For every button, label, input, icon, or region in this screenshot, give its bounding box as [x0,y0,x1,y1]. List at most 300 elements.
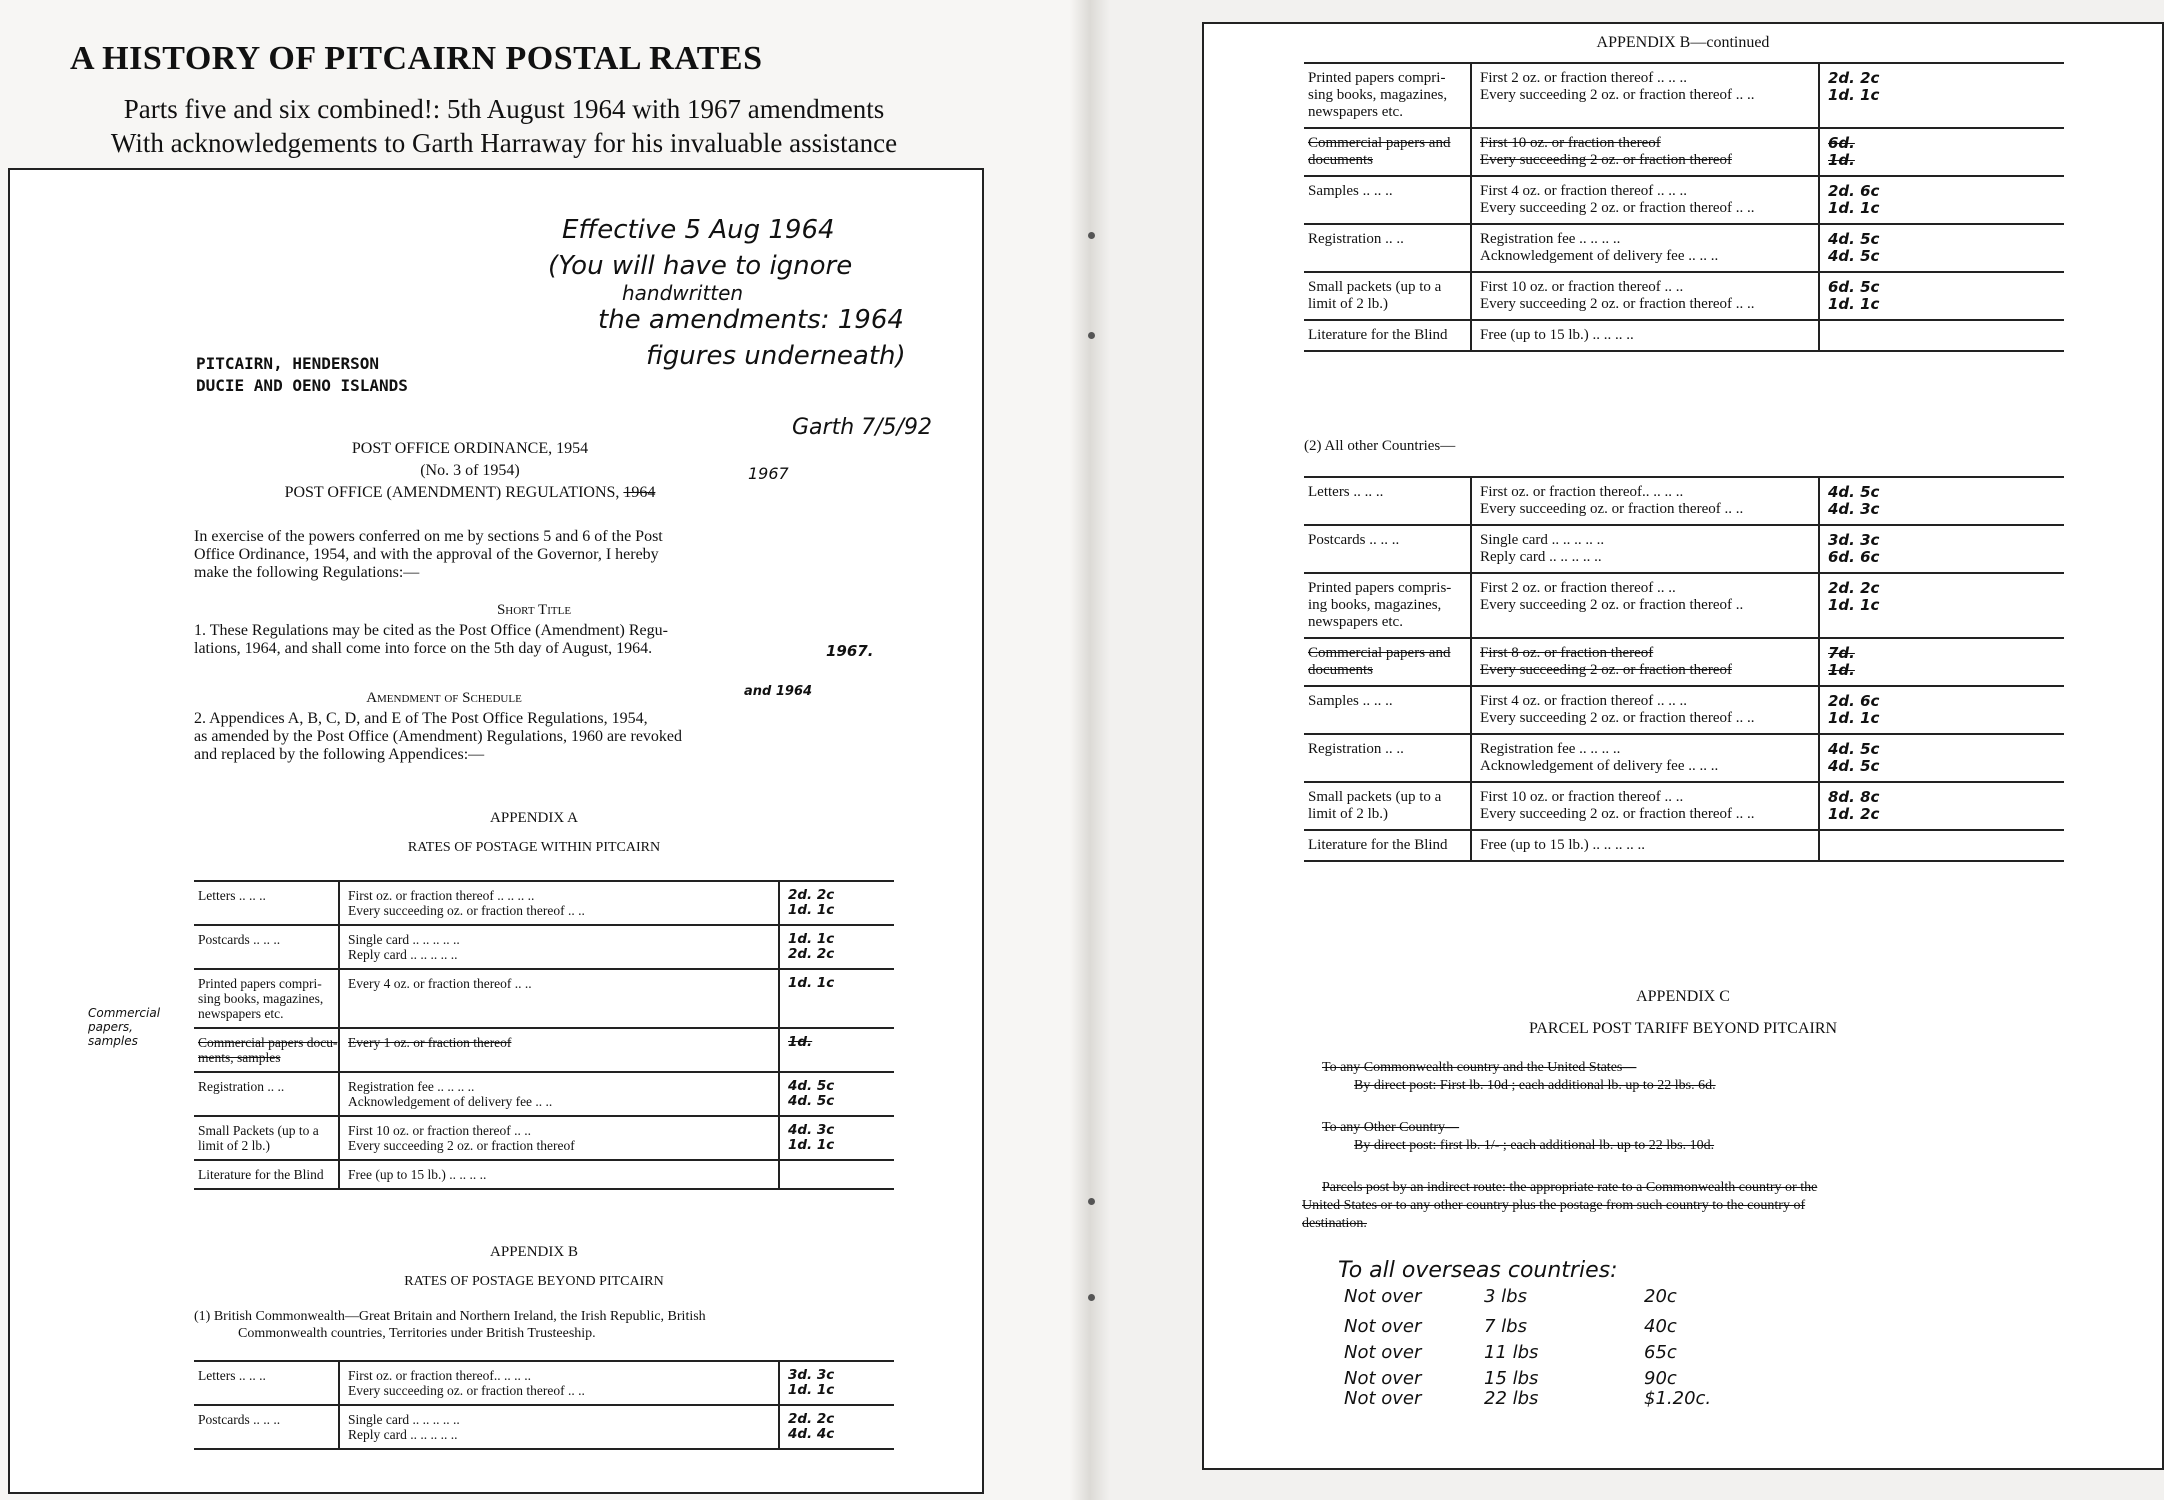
description-cell [348,1368,585,1398]
item-cell-line: Registration .. .. [1308,231,1404,247]
description-cell-line: Every succeeding 2 oz. or fraction thereof [348,1138,575,1153]
item-cell-line: Literature for the Blind [1308,837,1448,853]
appendix-continued-document [1202,22,2164,1470]
column-rule [1818,177,1820,223]
item-cell-line: ments, samples [198,1050,281,1065]
item-cell-line: limit of 2 lb.) [198,1138,270,1153]
column-rule [1470,273,1472,319]
description-cell [1480,484,1743,518]
table-row [1304,639,2064,687]
description-cell [1480,532,1604,566]
appendix-b-intro [194,1308,894,1342]
description-cell [348,1412,460,1442]
appendix-a-subheading: RATES OF POSTAGE WITHIN PITCAIRN [407,840,661,855]
description-cell [348,1123,575,1153]
description-cell-line: Every succeeding 2 oz. or fraction thereof [1480,662,1732,678]
hand-rate-weight: 7 lbs [1484,1316,1527,1337]
rate-cell [1828,135,1855,169]
column-rule [1818,64,1820,127]
column-rule [1818,687,1820,733]
column-rule [338,1362,340,1404]
struck-line: By direct post: First lb. 10d ; each additional lb. up to 22 lbs. 6d. [1354,1078,1716,1093]
description-cell [1480,183,1754,217]
item-cell-line: sing books, magazines, [198,991,324,1006]
rate-cell-line: 7d. [1828,644,1855,662]
column-rule [1470,639,1472,685]
hand-rate-label: Not over [1344,1286,1422,1307]
item-cell [1308,837,1448,854]
item-cell-line: Samples .. .. .. [1308,693,1393,709]
item-cell-line: Small packets (up to a [1308,279,1442,295]
appendix-b-table-commonwealth [194,1360,894,1450]
description-cell [1480,135,1732,169]
description-cell-line: Every succeeding 2 oz. or fraction thereof .. .. [1480,296,1755,312]
description-cell-line: Acknowledgement of delivery fee .. .. .. [1480,758,1719,774]
appendix-b-subheading: RATES OF POSTAGE BEYOND PITCAIRN [404,1274,664,1289]
struck-line: To any Other Country— [1322,1120,1460,1135]
table-row [194,882,894,926]
column-rule [338,1073,340,1115]
rate-cell-line: 4d. 5c [1828,740,1880,758]
description-cell-line: Every succeeding 2 oz. or fraction thereof .. [1480,597,1744,613]
table-row [194,926,894,970]
struck-line: By direct post: first lb. 1/- ; each additional lb. up to 22 lbs. 10d. [1354,1138,1715,1153]
table-row [1304,735,2064,783]
rate-cell-line: 6d. 5c [1828,278,1880,296]
description-cell-line: First 2 oz. or fraction thereof .. .. .. [1480,70,1688,86]
description-cell-line: Every succeeding 2 oz. or fraction thereof .. .. [1480,200,1755,216]
item-cell [1308,580,1451,631]
hand-rate-label: Not over [1344,1316,1422,1337]
item-cell-line: Printed papers compris- [1308,580,1452,596]
table-row [1304,783,2064,831]
rate-cell [1828,231,1879,265]
item-cell [1308,789,1441,823]
description-cell-line: First 2 oz. or fraction thereof .. .. [1480,580,1676,596]
item-cell-line: Small Packets (up to a [198,1123,319,1138]
column-rule [1470,783,1472,829]
description-cell-line: First 10 oz. or fraction thereof .. .. [348,1123,531,1138]
rate-cell [788,1079,834,1109]
description-cell [348,976,532,991]
rate-cell-line: 1d. 1c [1828,199,1880,217]
item-cell-line: newspapers etc. [198,1006,284,1021]
item-cell [198,1035,337,1065]
column-rule [1818,831,1820,860]
struck-line: United States or to any other country plus the postage from such country to the country of [1302,1198,1806,1213]
column-rule [1818,225,1820,271]
rate-cell [1828,532,1879,566]
side-note-line: Commercial [88,1006,161,1020]
column-rule [778,970,780,1027]
hand-rate-price: 20c [1644,1286,1677,1307]
rate-cell-line: 1d. 1c [788,975,835,991]
description-cell-line: First oz. or fraction thereof .. .. .. .. [348,888,535,903]
item-cell [1308,231,1404,248]
rate-cell [788,976,834,991]
amendment-heading: Amendment of Schedule [366,690,522,706]
side-note-line: samples [88,1034,138,1048]
description-cell [348,932,460,962]
rate-cell [788,1035,812,1050]
rate-cell [1828,70,1879,104]
description-cell-line: Every succeeding 2 oz. or fraction thereof .. .. [1480,710,1755,726]
clause-1 [194,622,894,658]
rate-cell-line: 4d. 4c [788,1426,835,1442]
rate-cell-line: 4d. 5c [1828,757,1880,775]
rate-cell [788,1368,834,1398]
rate-cell-line: 2d. 2c [788,946,835,962]
rate-cell-line: 2d. 6c [1828,692,1880,710]
appendix-b-heading: APPENDIX B [490,1244,578,1260]
note-line: Effective 5 Aug 1964 [562,215,835,245]
preamble-line: In exercise of the powers conferred on me by sections 5 and 6 of the Post [194,528,663,545]
rate-cell-line: 1d. [1828,661,1855,679]
description-cell-line: Registration fee .. .. .. .. [1480,231,1621,247]
clause-line: 2. Appendices A, B, C, D, and E of The Post Office Regulations, 1954, [194,710,648,727]
description-cell-line: First oz. or fraction thereof.. .. .. .. [1480,484,1684,500]
column-rule [338,970,340,1027]
punch-hole [1088,332,1095,339]
column-rule [1470,687,1472,733]
column-rule [338,1117,340,1159]
item-cell-line: sing books, magazines, [1308,87,1448,103]
item-cell-line: Commercial papers docu- [198,1035,338,1050]
rate-cell-line: 1d. 1c [1828,596,1880,614]
item-cell-line: Printed papers compri- [1308,70,1446,86]
side-note-line: papers, [88,1020,133,1034]
column-rule [1818,783,1820,829]
rate-cell-line: 2d. 2c [788,1411,835,1427]
appendix-a-table [194,880,894,1190]
hand-rate-price: 40c [1644,1316,1677,1337]
column-rule [1470,129,1472,175]
column-rule [1470,735,1472,781]
item-cell-line: Commercial papers and [1308,135,1451,151]
rate-cell-line: 8d. 8c [1828,788,1880,806]
item-cell [1308,279,1441,313]
note-line: handwritten [622,281,744,305]
item-cell-line: Commercial papers and [1308,645,1451,661]
item-cell [198,976,323,1021]
item-cell-line: documents [1308,662,1373,678]
table-row [1304,321,2064,352]
handwritten-note [548,212,906,374]
description-cell [1480,837,1645,854]
item-cell [198,1079,284,1094]
description-cell-line: Registration fee .. .. .. .. [1480,741,1621,757]
rate-cell-line: 1d. 1c [788,1137,835,1153]
table-row [1304,574,2064,639]
item-cell [1308,741,1404,758]
description-cell-line: Acknowledgement of delivery fee .. .. [348,1094,553,1109]
item-cell-line: ing books, magazines, [1308,597,1442,613]
item-cell [198,932,280,947]
description-cell-line: First 10 oz. or fraction thereof [1480,135,1661,151]
intro-line: Commonwealth countries, Territories under British Trusteeship. [238,1326,596,1341]
clause-line: and replaced by the following Appendices:— [194,746,485,763]
table-row [194,1117,894,1161]
regulations-document [8,168,984,1494]
column-rule [778,1161,780,1188]
table-row [1304,526,2064,574]
struck-line: destination. [1302,1216,1367,1231]
rate-cell-line: 1d. [788,1034,813,1050]
table-row [194,1161,894,1190]
rate-cell [1828,789,1879,823]
appendix-b-table-continued [1304,62,2064,352]
column-rule [338,1029,340,1071]
item-cell [1308,135,1450,169]
column-rule [338,1406,340,1448]
preamble-line: make the following Regulations:— [194,564,420,581]
item-cell [1308,327,1448,344]
rate-cell-line: 4d. 3c [1828,500,1880,518]
subtitle-line-2: With acknowledgements to Garth Harraway for his invaluable assistance [110,128,898,158]
table-row [194,1029,894,1073]
rate-cell-line: 1d. 1c [1828,295,1880,313]
description-cell [1480,279,1754,313]
appendix-c-subheading: PARCEL POST TARIFF BEYOND PITCAIRN [1528,1020,1838,1037]
column-rule [338,882,340,924]
struck-line: To any Commonwealth country and the United States— [1322,1060,1637,1075]
description-cell-line: Single card .. .. .. .. .. [348,932,460,947]
rate-cell-line: 1d. 1c [788,931,835,947]
column-rule [1818,574,1820,637]
column-rule [1818,273,1820,319]
column-rule [778,882,780,924]
table-row [1304,273,2064,321]
description-cell-line: Free (up to 15 lb.) .. .. .. .. [348,1167,487,1182]
description-cell [348,1167,486,1182]
table-row [1304,225,2064,273]
punch-hole [1088,1294,1095,1301]
hand-rate-price: $1.20c. [1644,1388,1712,1409]
punch-hole [1088,1198,1095,1205]
rate-cell-line: 2d. 6c [1828,182,1880,200]
rate-cell-line: 4d. 5c [788,1093,835,1109]
description-cell [1480,645,1732,679]
item-cell-line: Samples .. .. .. [1308,183,1393,199]
rate-cell [1828,279,1879,313]
item-cell-line: newspapers etc. [1308,614,1403,630]
rate-cell-line: 1d. 1c [1828,709,1880,727]
hand-rate-weight: 11 lbs [1484,1342,1539,1363]
rate-cell-line: 1d. 1c [1828,86,1880,104]
column-rule [1470,64,1472,127]
rate-cell [788,1123,834,1153]
hand-rate-label: Not over [1344,1368,1422,1389]
description-cell-line: First 4 oz. or fraction thereof .. .. .. [1480,183,1688,199]
column-rule [1818,129,1820,175]
hand-year-clause: 1967. [826,642,874,660]
ordinance-heading [270,438,670,504]
rate-cell [1828,645,1855,679]
description-cell-line: Every succeeding oz. or fraction thereof .. .. [1480,501,1744,517]
preamble-line: Office Ordinance, 1954, and with the approval of the Governor, I hereby [194,546,659,563]
hand-rate-weight: 15 lbs [1484,1368,1539,1389]
rate-cell [1828,183,1879,217]
table-row [194,1073,894,1117]
rate-cell-line: 6d. 6c [1828,548,1880,566]
description-cell-line: Reply card .. .. .. .. .. [1480,549,1602,565]
description-cell [1480,741,1718,775]
page-gutter [1070,0,1110,1500]
column-rule [1470,831,1472,860]
item-cell-line: Registration .. .. [1308,741,1404,757]
column-rule [1470,478,1472,524]
item-cell-line: Printed papers compri- [198,976,322,991]
struck-line: Parcels post by an indirect route: the appropriate rate to a Commonwealth country or the [1322,1180,1818,1195]
item-cell-line: Literature for the Blind [198,1167,324,1182]
table-row [194,1406,894,1450]
item-cell [1308,484,1383,501]
rate-cell [1828,741,1879,775]
table-row [1304,687,2064,735]
intro-line: (1) British Commonwealth—Great Britain and Northern Ireland, the Irish Republic, British [194,1309,706,1324]
description-cell-line: First 10 oz. or fraction thereof .. .. [1480,789,1684,805]
description-cell-line: Registration fee .. .. .. .. [348,1079,475,1094]
description-cell-line: Every succeeding 2 oz. or fraction thereof .. .. [1480,87,1755,103]
territory-line: PITCAIRN, HENDERSON [196,354,380,373]
table-row [1304,129,2064,177]
rate-cell-line: 3d. 3c [788,1367,835,1383]
other-countries-heading: (2) All other Countries— [1304,438,1456,454]
item-cell-line: Letters .. .. .. [1308,484,1384,500]
description-cell [1480,789,1754,823]
item-cell-line: Letters .. .. .. [198,1368,266,1383]
column-rule [778,1117,780,1159]
column-rule [1818,639,1820,685]
clause-2 [194,710,894,764]
rate-cell-line: 4d. 3c [788,1122,835,1138]
territory-heading [196,353,408,397]
item-cell-line: Small packets (up to a [1308,789,1442,805]
description-cell [348,1035,511,1050]
short-title-heading: Short Title [496,602,572,618]
column-rule [338,1161,340,1188]
table-row [1304,478,2064,526]
description-cell-line: Acknowledgement of delivery fee .. .. .. [1480,248,1719,264]
rate-cell-line: 6d. [1828,134,1855,152]
item-cell-line: Postcards .. .. .. [198,1412,281,1427]
appendix-a-heading: APPENDIX A [490,810,578,826]
subtitle-line-1: Parts five and six combined!: 5th August 1964 with 1967 amendments [123,94,885,124]
side-note [88,1006,160,1048]
description-cell-line: Every succeeding 2 oz. or fraction thereof .. .. [1480,806,1755,822]
page-subtitle [44,92,964,160]
ordinance-number: (No. 3 of 1954) [420,462,520,479]
rate-cell-line: 4d. 5c [1828,230,1880,248]
description-cell-line: First 10 oz. or fraction thereof .. .. [1480,279,1684,295]
rate-cell [788,888,834,918]
note-line: the amendments: 1964 [598,305,904,335]
territory-line: DUCIE AND OENO ISLANDS [196,376,408,395]
item-cell-line: Literature for the Blind [1308,327,1448,343]
description-cell [348,888,585,918]
rate-cell [1828,484,1879,518]
item-cell [198,888,266,903]
description-cell-line: Every 1 oz. or fraction thereof [348,1035,512,1050]
rate-cell [788,1412,834,1442]
rate-cell-line: 3d. 3c [1828,531,1880,549]
hand-year: 1967 [748,464,789,483]
column-rule [338,926,340,968]
column-rule [778,1406,780,1448]
rate-cell-line: 4d. 5c [788,1078,835,1094]
column-rule [778,1029,780,1071]
item-cell [198,1368,266,1383]
note-line: figures underneath) [646,341,906,371]
table-row [1304,831,2064,862]
item-cell-line: documents [1308,152,1373,168]
punch-hole [1088,232,1095,239]
page-title: A HISTORY OF PITCAIRN POSTAL RATES [70,40,763,77]
description-cell-line: First oz. or fraction thereof.. .. .. .. [348,1368,531,1383]
struck-year: 1964 [623,484,656,501]
column-rule [778,1362,780,1404]
column-rule [1470,177,1472,223]
column-rule [1470,526,1472,572]
rate-cell-line: 2d. 2c [788,887,835,903]
description-cell-line: Reply card .. .. .. .. .. [348,1427,458,1442]
rate-cell-line: 2d. 2c [1828,69,1880,87]
rate-cell-line: 1d. 2c [1828,805,1880,823]
column-rule [1818,735,1820,781]
item-cell [1308,183,1393,200]
hand-rate-price: 65c [1644,1342,1677,1363]
item-cell [198,1167,324,1182]
description-cell [1480,693,1754,727]
item-cell [198,1412,280,1427]
description-cell-line: Single card .. .. .. .. .. [348,1412,460,1427]
description-cell-line: First 4 oz. or fraction thereof .. .. .. [1480,693,1688,709]
description-cell-line: Every 4 oz. or fraction thereof .. .. [348,976,532,991]
item-cell-line: Registration .. .. [198,1079,285,1094]
description-cell-line: Every succeeding 2 oz. or fraction thereof [1480,152,1732,168]
preamble [194,528,874,582]
description-cell-line: Every succeeding oz. or fraction thereof .. .. [348,903,585,918]
signature: Garth 7/5/92 [792,415,932,440]
description-cell [1480,70,1754,104]
table-row [194,1362,894,1406]
appendix-b-table-other [1304,476,2064,862]
clause-line: as amended by the Post Office (Amendment) Regulations, 1960 are revoked [194,728,683,745]
ordinance-title: POST OFFICE ORDINANCE, 1954 [351,440,589,457]
rate-cell-line: 2d. 2c [1828,579,1880,597]
item-cell-line: Postcards .. .. .. [1308,532,1400,548]
rate-cell-line: 1d. 1c [788,902,835,918]
item-cell [1308,645,1450,679]
continued-heading: APPENDIX B—continued [1596,34,1770,51]
item-cell-line: newspapers etc. [1308,104,1403,120]
table-row [1304,177,2064,225]
column-rule [778,926,780,968]
description-cell [1480,580,1743,614]
rate-cell-line: 4d. 5c [1828,247,1880,265]
table-row [1304,64,2064,129]
description-cell-line: Single card .. .. .. .. .. [1480,532,1605,548]
hand-rate-weight: 22 lbs [1484,1388,1539,1409]
hand-amendment-note: and 1964 [744,684,813,699]
hand-rate-label: Not over [1344,1342,1422,1363]
column-rule [778,1073,780,1115]
note-line: (You will have to ignore [548,251,853,281]
hand-rate-price: 90c [1644,1368,1677,1389]
description-cell-line: First 8 oz. or fraction thereof [1480,645,1654,661]
item-cell-line: limit of 2 lb.) [1308,296,1388,312]
column-rule [1818,478,1820,524]
